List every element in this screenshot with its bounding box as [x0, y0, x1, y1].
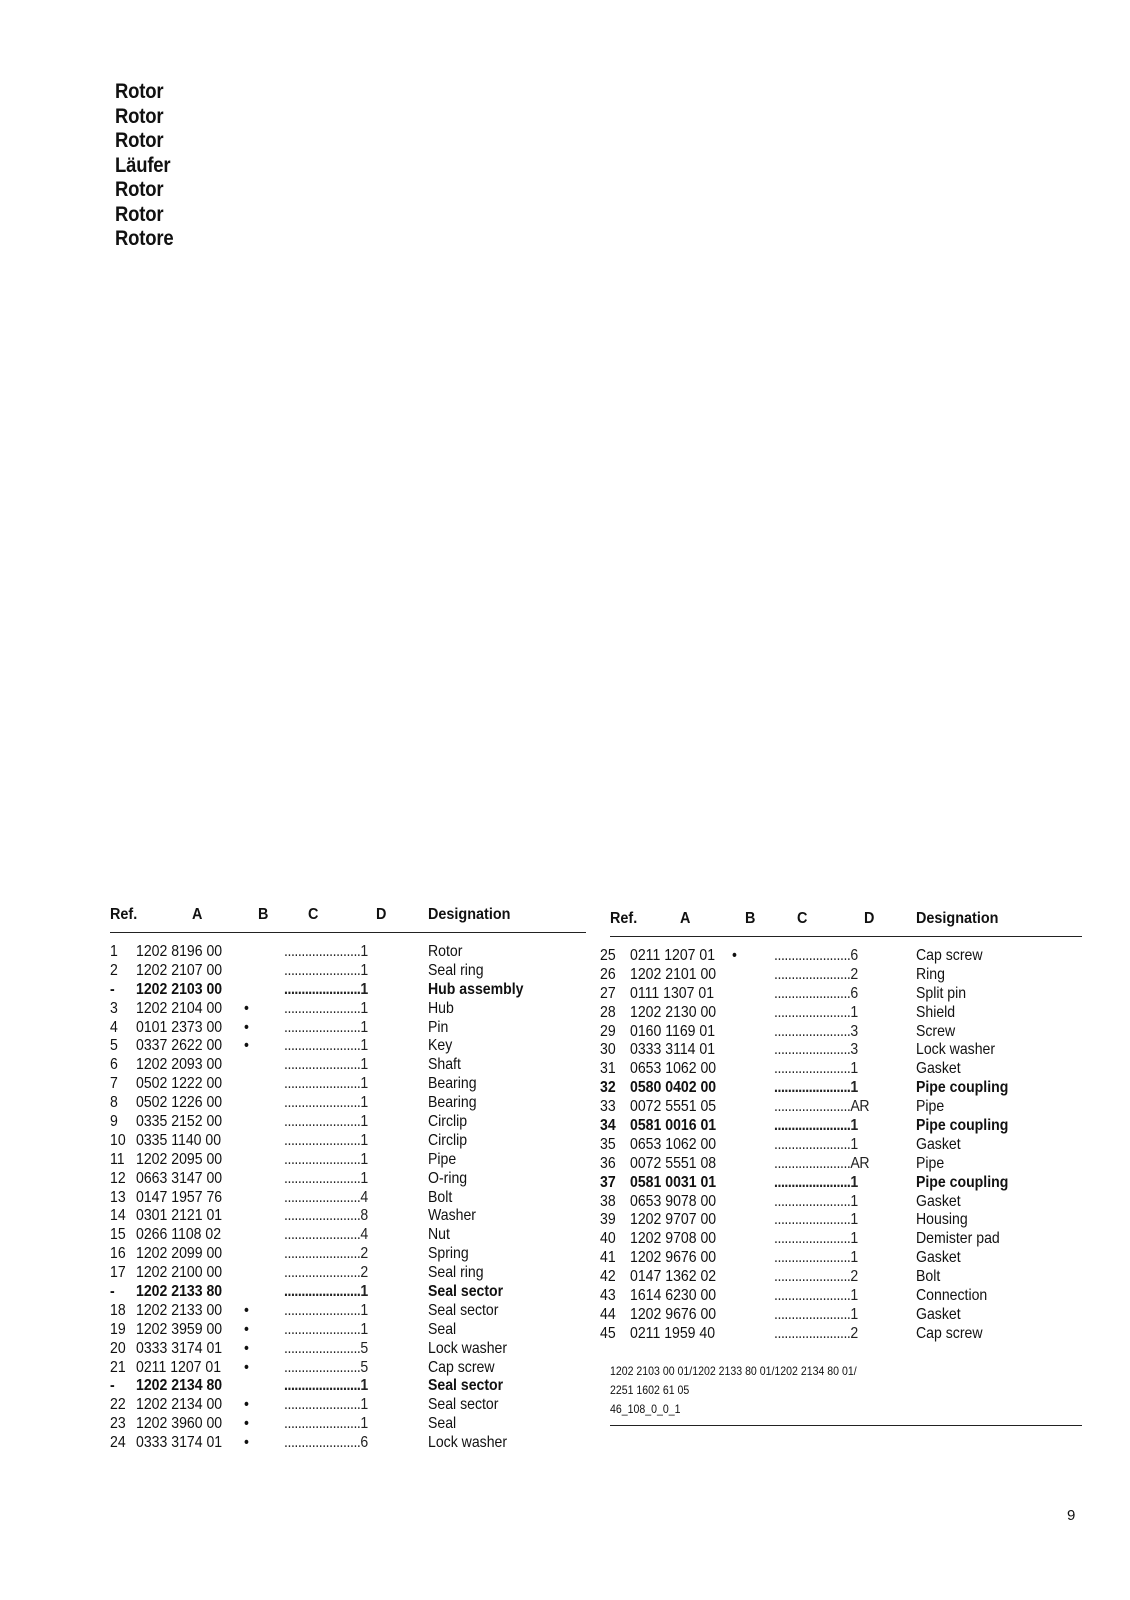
ref-cell: 3: [110, 999, 118, 1017]
table-row: [110, 1415, 586, 1434]
quantity-cell: ......................1: [774, 1003, 858, 1021]
table-row: [110, 1245, 586, 1264]
quantity-cell: ......................1: [284, 1320, 368, 1338]
table-row: [110, 1321, 586, 1340]
part-number-cell: 1202 9708 00: [630, 1230, 717, 1248]
part-number-cell: 1202 2095 00: [136, 1150, 223, 1168]
table-row: [600, 1211, 1082, 1230]
designation-cell: Shield: [916, 1003, 956, 1021]
quantity-cell: ......................5: [284, 1339, 368, 1357]
quantity-cell: ......................1: [284, 1150, 368, 1168]
designation-cell: Bolt: [428, 1188, 453, 1206]
designation-cell: Seal sector: [428, 1377, 504, 1395]
ref-cell: 2: [110, 961, 118, 979]
header-c: C: [797, 910, 808, 927]
quantity-cell: ......................1: [774, 1192, 858, 1210]
ref-cell: 19: [110, 1320, 126, 1338]
ref-cell: 11: [110, 1150, 125, 1168]
note-line: 46_108_0_0_1: [610, 1401, 681, 1416]
part-number-cell: 0581 0016 01: [630, 1117, 717, 1135]
header-rule: [610, 936, 1082, 937]
designation-cell: Pipe coupling: [916, 1117, 1009, 1135]
table-header: [110, 906, 586, 932]
part-number-cell: 0581 0031 01: [630, 1173, 717, 1191]
designation-cell: Gasket: [916, 1135, 961, 1153]
table-row: [110, 1000, 586, 1019]
part-number-cell: 1202 3960 00: [136, 1415, 223, 1433]
quantity-cell: ......................1: [774, 1211, 858, 1229]
part-number-cell: 0211 1959 40: [630, 1324, 716, 1342]
designation-cell: Seal sector: [428, 1396, 499, 1414]
header-a: A: [680, 910, 691, 927]
ref-cell: 13: [110, 1188, 126, 1206]
table-row: [110, 1396, 586, 1415]
table-rows: [600, 947, 1082, 1344]
table-rows: [110, 943, 586, 1453]
table-row: [600, 1173, 1082, 1193]
table-row: [600, 1041, 1082, 1060]
table-row: [110, 1113, 586, 1132]
ref-cell: 15: [110, 1226, 126, 1244]
part-number-cell: 1202 2100 00: [136, 1264, 223, 1282]
part-number-cell: 1202 9676 00: [630, 1305, 717, 1323]
table-row: [110, 1094, 586, 1113]
designation-cell: Washer: [428, 1207, 476, 1225]
bottom-rule: [610, 1425, 1082, 1426]
designation-cell: O-ring: [428, 1169, 468, 1187]
designation-cell: Seal ring: [428, 1264, 484, 1282]
table-row: [110, 1359, 586, 1378]
table-row: [600, 1249, 1082, 1268]
quantity-cell: ......................1: [284, 1283, 368, 1301]
marker-cell: •: [244, 1396, 249, 1414]
part-number-cell: 1202 8196 00: [136, 943, 223, 960]
ref-cell: 5: [110, 1037, 118, 1055]
part-number-cell: 0580 0402 00: [630, 1079, 717, 1097]
ref-cell: 40: [600, 1230, 616, 1248]
header-b: B: [258, 906, 269, 923]
designation-cell: Cap screw: [428, 1358, 495, 1376]
designation-cell: Lock washer: [916, 1041, 996, 1059]
table-row: [600, 1154, 1082, 1174]
quantity-cell: ......................4: [284, 1188, 368, 1206]
part-number-cell: 0663 3147 00: [136, 1169, 223, 1187]
marker-cell: •: [244, 1301, 249, 1319]
designation-cell: Pipe: [916, 1154, 945, 1172]
quantity-cell: ......................1: [284, 1169, 368, 1187]
ref-cell: -: [110, 980, 115, 998]
quantity-cell: ......................3: [774, 1022, 858, 1040]
table-row: [110, 1434, 586, 1453]
part-number-cell: 0160 1169 01: [630, 1022, 716, 1040]
marker-cell: •: [244, 1415, 249, 1433]
quantity-cell: ......................3: [774, 1041, 858, 1059]
designation-cell: Cap screw: [916, 947, 983, 964]
quantity-cell: ......................1: [284, 1415, 368, 1433]
part-number-cell: 1202 9707 00: [630, 1211, 717, 1229]
quantity-cell: ......................4: [284, 1226, 368, 1244]
table-row: [110, 981, 586, 1000]
page-number: 9: [1067, 1507, 1076, 1524]
table-row: [600, 965, 1082, 985]
quantity-cell: ......................1: [284, 1113, 368, 1131]
table-row: [600, 1098, 1082, 1117]
table-row: [110, 1189, 586, 1208]
ref-cell: 44: [600, 1305, 616, 1323]
part-number-cell: 0266 1108 02: [136, 1226, 222, 1244]
ref-cell: 10: [110, 1131, 126, 1149]
ref-cell: 45: [600, 1324, 616, 1342]
ref-cell: 18: [110, 1301, 126, 1319]
designation-cell: Lock washer: [428, 1339, 508, 1357]
designation-cell: Bearing: [428, 1075, 477, 1093]
ref-cell: 35: [600, 1135, 616, 1153]
quantity-cell: ......................1: [774, 1173, 858, 1191]
designation-cell: Demister pad: [916, 1230, 1000, 1248]
part-number-cell: 0072 5551 08: [630, 1154, 717, 1172]
table-row: [600, 1135, 1082, 1155]
part-number-cell: 0147 1362 02: [630, 1268, 717, 1286]
table-row: [600, 1287, 1082, 1306]
title-line: Rotor: [115, 178, 164, 201]
table-row: [600, 984, 1082, 1004]
part-number-cell: 0147 1957 76: [136, 1188, 223, 1206]
designation-cell: Seal: [428, 1415, 457, 1433]
title-line: Rotor: [115, 104, 164, 128]
part-number-cell: 0335 2152 00: [136, 1113, 223, 1131]
quantity-cell: ......................1: [284, 1301, 368, 1319]
designation-cell: Connection: [916, 1287, 988, 1305]
designation-cell: Circlip: [428, 1131, 468, 1149]
part-number-cell: 1202 2133 80: [136, 1283, 223, 1301]
quantity-cell: ......................1: [284, 980, 368, 998]
quantity-cell: ......................8: [284, 1207, 368, 1225]
designation-cell: Pipe coupling: [916, 1173, 1009, 1191]
ref-cell: 17: [110, 1264, 126, 1282]
quantity-cell: ......................1: [284, 1056, 368, 1074]
quantity-cell: ......................6: [774, 984, 858, 1002]
part-number-cell: 1202 2133 00: [136, 1301, 223, 1319]
header-d: D: [864, 910, 875, 927]
ref-cell: -: [110, 1377, 115, 1395]
designation-cell: Bolt: [916, 1268, 941, 1286]
ref-cell: 21: [110, 1358, 126, 1376]
parts-table-left: [110, 906, 586, 1453]
quantity-cell: ......................1: [284, 1037, 368, 1055]
quantity-cell: ......................1: [284, 1018, 368, 1036]
designation-cell: Gasket: [916, 1192, 961, 1210]
table-row: [110, 1019, 586, 1038]
quantity-cell: ......................1: [774, 1287, 858, 1305]
part-number-cell: 0333 3174 01: [136, 1339, 223, 1357]
designation-cell: Pipe: [428, 1150, 457, 1168]
table-row: [600, 1022, 1082, 1042]
marker-cell: •: [244, 1434, 249, 1452]
title-line: Läufer: [115, 153, 171, 177]
table-row: [110, 1056, 586, 1075]
header-designation: Designation: [428, 906, 511, 923]
ref-cell: 26: [600, 965, 616, 983]
table-row: [600, 1079, 1082, 1098]
part-number-cell: 1202 2093 00: [136, 1056, 223, 1074]
ref-cell: 39: [600, 1211, 616, 1229]
part-number-cell: 0502 1222 00: [136, 1075, 223, 1093]
part-number-cell: 0653 1062 00: [630, 1060, 717, 1078]
table-row: [110, 1377, 586, 1396]
part-number-cell: 0333 3114 01: [630, 1041, 716, 1059]
designation-cell: Seal: [428, 1320, 457, 1338]
quantity-cell: ......................5: [284, 1358, 368, 1376]
header-designation: Designation: [916, 910, 999, 927]
ref-cell: 41: [600, 1249, 616, 1267]
table-row: [110, 1226, 586, 1245]
ref-cell: 7: [110, 1075, 118, 1093]
marker-cell: •: [244, 1339, 249, 1357]
part-number-cell: 1202 2104 00: [136, 999, 223, 1017]
designation-cell: Spring: [428, 1245, 469, 1263]
designation-cell: Circlip: [428, 1113, 468, 1131]
quantity-cell: ......................1: [284, 943, 368, 960]
part-number-cell: 0211 1207 01: [136, 1358, 222, 1376]
quantity-cell: ......................1: [774, 1135, 858, 1153]
quantity-cell: ......................1: [774, 1230, 858, 1248]
table-row: [110, 1283, 586, 1302]
table-row: [110, 1340, 586, 1359]
header-b: B: [745, 910, 756, 927]
quantity-cell: ......................1: [284, 1131, 368, 1149]
ref-cell: 14: [110, 1207, 126, 1225]
designation-cell: Gasket: [916, 1305, 961, 1323]
table-row: [110, 1264, 586, 1283]
ref-cell: 6: [110, 1056, 118, 1074]
table-row: [110, 1132, 586, 1151]
part-number-cell: 1202 9676 00: [630, 1249, 717, 1267]
part-number-cell: 1202 2103 00: [136, 980, 223, 998]
note-line: 2251 1602 61 05: [610, 1382, 690, 1397]
designation-cell: Seal ring: [428, 961, 484, 979]
part-number-cell: 0502 1226 00: [136, 1094, 223, 1112]
part-number-cell: 1202 2130 00: [630, 1003, 717, 1021]
table-row: [600, 1305, 1082, 1325]
designation-cell: Gasket: [916, 1249, 961, 1267]
table-row: [600, 1117, 1082, 1136]
ref-cell: 29: [600, 1022, 616, 1040]
designation-cell: Pipe coupling: [916, 1079, 1009, 1097]
ref-cell: 8: [110, 1094, 118, 1112]
note-line: 1202 2103 00 01/1202 2133 80 01/1202 2134 80 01/: [610, 1363, 857, 1378]
quantity-cell: ......................2: [774, 1268, 858, 1286]
ref-cell: 30: [600, 1041, 616, 1059]
ref-cell: 24: [110, 1434, 126, 1452]
ref-cell: 43: [600, 1287, 616, 1305]
quantity-cell: ......................1: [284, 1094, 368, 1112]
table-row: [600, 1268, 1082, 1287]
header-d: D: [376, 906, 387, 923]
designation-cell: Hub assembly: [428, 980, 524, 998]
ref-cell: 20: [110, 1339, 126, 1357]
title-line: Rotor: [115, 129, 164, 152]
part-number-cell: 1202 2107 00: [136, 961, 223, 979]
table-row: [600, 1003, 1082, 1023]
ref-cell: 33: [600, 1098, 616, 1116]
marker-cell: •: [244, 999, 249, 1017]
part-number-cell: 1614 6230 00: [630, 1287, 717, 1305]
ref-cell: 16: [110, 1245, 126, 1263]
designation-cell: Rotor: [428, 943, 463, 960]
quantity-cell: ......................2: [774, 965, 858, 983]
table-row: [110, 1302, 586, 1321]
ref-cell: 34: [600, 1117, 616, 1135]
title-line: Rotor: [115, 80, 164, 103]
table-row: [600, 947, 1082, 966]
quantity-cell: ......................1: [284, 1377, 368, 1395]
ref-cell: 25: [600, 947, 616, 964]
ref-cell: 9: [110, 1113, 118, 1131]
table-row: [600, 1192, 1082, 1212]
designation-cell: Cap screw: [916, 1324, 983, 1342]
quantity-cell: ......................2: [284, 1245, 368, 1263]
designation-cell: Screw: [916, 1022, 956, 1040]
ref-cell: 32: [600, 1079, 616, 1097]
ref-cell: 4: [110, 1018, 118, 1036]
quantity-cell: ......................AR: [774, 1098, 870, 1116]
quantity-cell: ......................2: [774, 1324, 858, 1342]
quantity-cell: ......................6: [774, 947, 858, 964]
designation-cell: Hub: [428, 999, 454, 1017]
part-number-cell: 0301 2121 01: [136, 1207, 223, 1225]
part-number-cell: 0333 3174 01: [136, 1434, 223, 1452]
ref-cell: 42: [600, 1268, 616, 1286]
ref-cell: 36: [600, 1154, 616, 1172]
quantity-cell: ......................AR: [774, 1154, 870, 1172]
quantity-cell: ......................1: [284, 1075, 368, 1093]
part-number-cell: 0653 1062 00: [630, 1135, 717, 1153]
quantity-cell: ......................1: [284, 999, 368, 1017]
designation-cell: Shaft: [428, 1056, 461, 1074]
marker-cell: •: [732, 947, 737, 964]
quantity-cell: ......................1: [774, 1060, 858, 1078]
part-number-cell: 0335 1140 00: [136, 1131, 222, 1149]
ref-cell: 27: [600, 984, 616, 1002]
quantity-cell: ......................1: [284, 961, 368, 979]
quantity-cell: ......................1: [774, 1305, 858, 1323]
designation-cell: Lock washer: [428, 1434, 508, 1452]
part-number-cell: 1202 2134 00: [136, 1396, 223, 1414]
quantity-cell: ......................2: [284, 1264, 368, 1282]
title-line: Rotore: [115, 227, 174, 250]
table-header: [610, 910, 1082, 936]
table-row: [110, 1170, 586, 1189]
designation-cell: Ring: [916, 965, 945, 983]
part-number-cell: 1202 3959 00: [136, 1320, 223, 1338]
header-rule: [110, 932, 586, 933]
marker-cell: •: [244, 1320, 249, 1338]
ref-cell: 12: [110, 1169, 126, 1187]
header-ref: Ref.: [110, 906, 138, 923]
quantity-cell: ......................1: [774, 1249, 858, 1267]
part-number-cell: 0072 5551 05: [630, 1098, 717, 1116]
table-row: [600, 1060, 1082, 1079]
marker-cell: •: [244, 1018, 249, 1036]
ref-cell: 22: [110, 1396, 126, 1414]
part-number-cell: 1202 2101 00: [630, 965, 717, 983]
parts-table-right: [600, 910, 1082, 1426]
title-block: [115, 80, 181, 252]
ref-cell: 28: [600, 1003, 616, 1021]
quantity-cell: ......................1: [284, 1396, 368, 1414]
header-c: C: [308, 906, 319, 923]
designation-cell: Split pin: [916, 984, 967, 1002]
title-line: Rotor: [115, 202, 164, 226]
designation-cell: Pin: [428, 1018, 449, 1036]
part-number-cell: 0111 1307 01: [630, 984, 715, 1002]
designation-cell: Seal sector: [428, 1301, 499, 1319]
ref-cell: 37: [600, 1173, 616, 1191]
part-number-cell: 1202 2134 80: [136, 1377, 223, 1395]
ref-cell: -: [110, 1283, 115, 1301]
ref-cell: 23: [110, 1415, 126, 1433]
table-row: [110, 1075, 586, 1094]
part-number-cell: 0653 9078 00: [630, 1192, 717, 1210]
table-row: [110, 1037, 586, 1056]
table-row: [110, 1151, 586, 1170]
table-row: [110, 1207, 586, 1226]
quantity-cell: ......................1: [774, 1079, 858, 1097]
table-row: [110, 962, 586, 981]
designation-cell: Nut: [428, 1226, 450, 1244]
designation-cell: Key: [428, 1037, 453, 1055]
designation-cell: Seal sector: [428, 1283, 504, 1301]
header-ref: Ref.: [610, 910, 638, 927]
part-number-cell: 0337 2622 00: [136, 1037, 223, 1055]
part-number-cell: 1202 2099 00: [136, 1245, 223, 1263]
quantity-cell: ......................1: [774, 1117, 858, 1135]
ref-cell: 38: [600, 1192, 616, 1210]
table-row: [600, 1230, 1082, 1249]
designation-cell: Housing: [916, 1211, 968, 1229]
table-row: [110, 943, 586, 962]
part-number-cell: 0211 1207 01: [630, 947, 716, 964]
designation-cell: Pipe: [916, 1098, 945, 1116]
part-number-cell: 0101 2373 00: [136, 1018, 223, 1036]
table-row: [600, 1324, 1082, 1344]
marker-cell: •: [244, 1358, 249, 1376]
marker-cell: •: [244, 1037, 249, 1055]
reference-notes: [610, 1362, 1082, 1419]
ref-cell: 1: [110, 943, 118, 960]
ref-cell: 31: [600, 1060, 616, 1078]
designation-cell: Gasket: [916, 1060, 961, 1078]
header-a: A: [192, 906, 203, 923]
quantity-cell: ......................6: [284, 1434, 368, 1452]
designation-cell: Bearing: [428, 1094, 477, 1112]
